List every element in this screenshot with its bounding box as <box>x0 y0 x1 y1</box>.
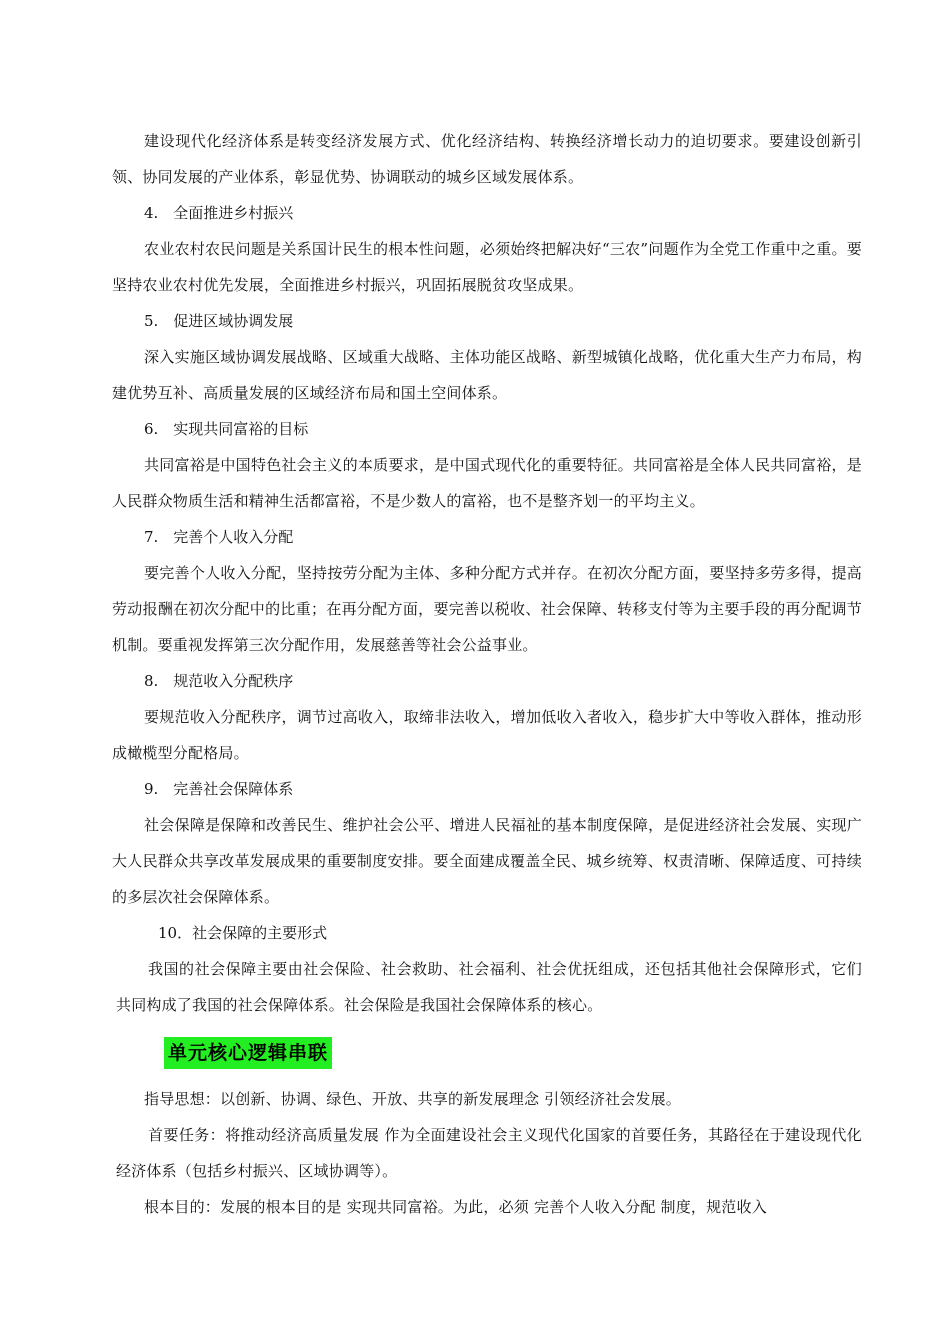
heading-regional-coordination: 5. 促进区域协调发展 <box>144 312 294 330</box>
paragraph-fundamental-goal: 根本目的：发展的根本目的是 实现共同富裕。为此，必须 完善个人收入分配 制度，规范收入 <box>144 1198 767 1216</box>
paragraph-common-prosperity: 共同富裕是中国特色社会主义的本质要求，是中国式现代化的重要特征。共同富裕是全体人民共同富裕，是人民群众物质生活和精神生活都富裕，不是少数人的富裕，也不是整齐划一的平均主义。 <box>112 456 862 510</box>
heading-distribution-order: 8. 规范收入分配秩序 <box>144 672 294 690</box>
paragraph-distribution-order: 要规范收入分配秩序，调节过高收入，取缔非法收入，增加低收入者收入，稳步扩大中等收入群体，推动形成橄榄型分配格局。 <box>112 708 862 762</box>
heading-social-security-forms: 10．社会保障的主要形式 <box>158 924 328 942</box>
paragraph-income-distribution: 要完善个人收入分配，坚持按劳分配为主体、多种分配方式并存。在初次分配方面，要坚持多劳多得，提高劳动报酬在初次分配中的比重；在再分配方面，要完善以税收、社会保障、转移支付等为主要手段的再分配调节机制。要重视发挥第三次分配作用，发展慈善等社会公益事业。 <box>112 564 862 654</box>
section-title: 单元核心逻辑串联 <box>164 1037 332 1069</box>
paragraph-social-security-forms: 我国的社会保障主要由社会保险、社会救助、社会福利、社会优抚组成，还包括其他社会保障形式，它们共同构成了我国的社会保障体系。社会保险是我国社会保障体系的核心。 <box>116 960 862 1014</box>
paragraph-primary-task: 首要任务：将推动经济高质量发展 作为全面建设社会主义现代化国家的首要任务，其路径在于建设现代化经济体系（包括乡村振兴、区域协调等）。 <box>116 1126 862 1180</box>
heading-common-prosperity: 6. 实现共同富裕的目标 <box>144 420 309 438</box>
paragraph-modern-economy: 建设现代化经济体系是转变经济发展方式、优化经济结构、转换经济增长动力的迫切要求。要建设创新引领、协同发展的产业体系，彰显优势、协调联动的城乡区域发展体系。 <box>112 132 862 186</box>
heading-rural-revitalization: 4. 全面推进乡村振兴 <box>144 204 294 222</box>
paragraph-rural-revitalization: 农业农村农民问题是关系国计民生的根本性问题，必须始终把解决好“三农”问题作为全党工作重中之重。要坚持农业农村优先发展，全面推进乡村振兴，巩固拓展脱贫攻坚成果。 <box>112 240 862 294</box>
paragraph-guiding-thought: 指导思想：以创新、协调、绿色、开放、共享的新发展理念 引领经济社会发展。 <box>144 1090 681 1108</box>
heading-social-security-system: 9. 完善社会保障体系 <box>144 780 294 798</box>
document-content <box>112 123 862 1225</box>
paragraph-regional-coordination: 深入实施区域协调发展战略、区域重大战略、主体功能区战略、新型城镇化战略，优化重大生产力布局，构建优势互补、高质量发展的区域经济布局和国土空间体系。 <box>112 348 862 402</box>
heading-income-distribution: 7. 完善个人收入分配 <box>144 528 294 546</box>
paragraph-social-security-system: 社会保障是保障和改善民生、维护社会公平、增进人民福祉的基本制度保障，是促进经济社会发展、实现广大人民群众共享改革发展成果的重要制度安排。要全面建成覆盖全民、城乡统筹、权责清晰、保障适度、可持续的多层次社会保障体系。 <box>112 816 862 906</box>
section-title-container <box>164 1037 862 1071</box>
